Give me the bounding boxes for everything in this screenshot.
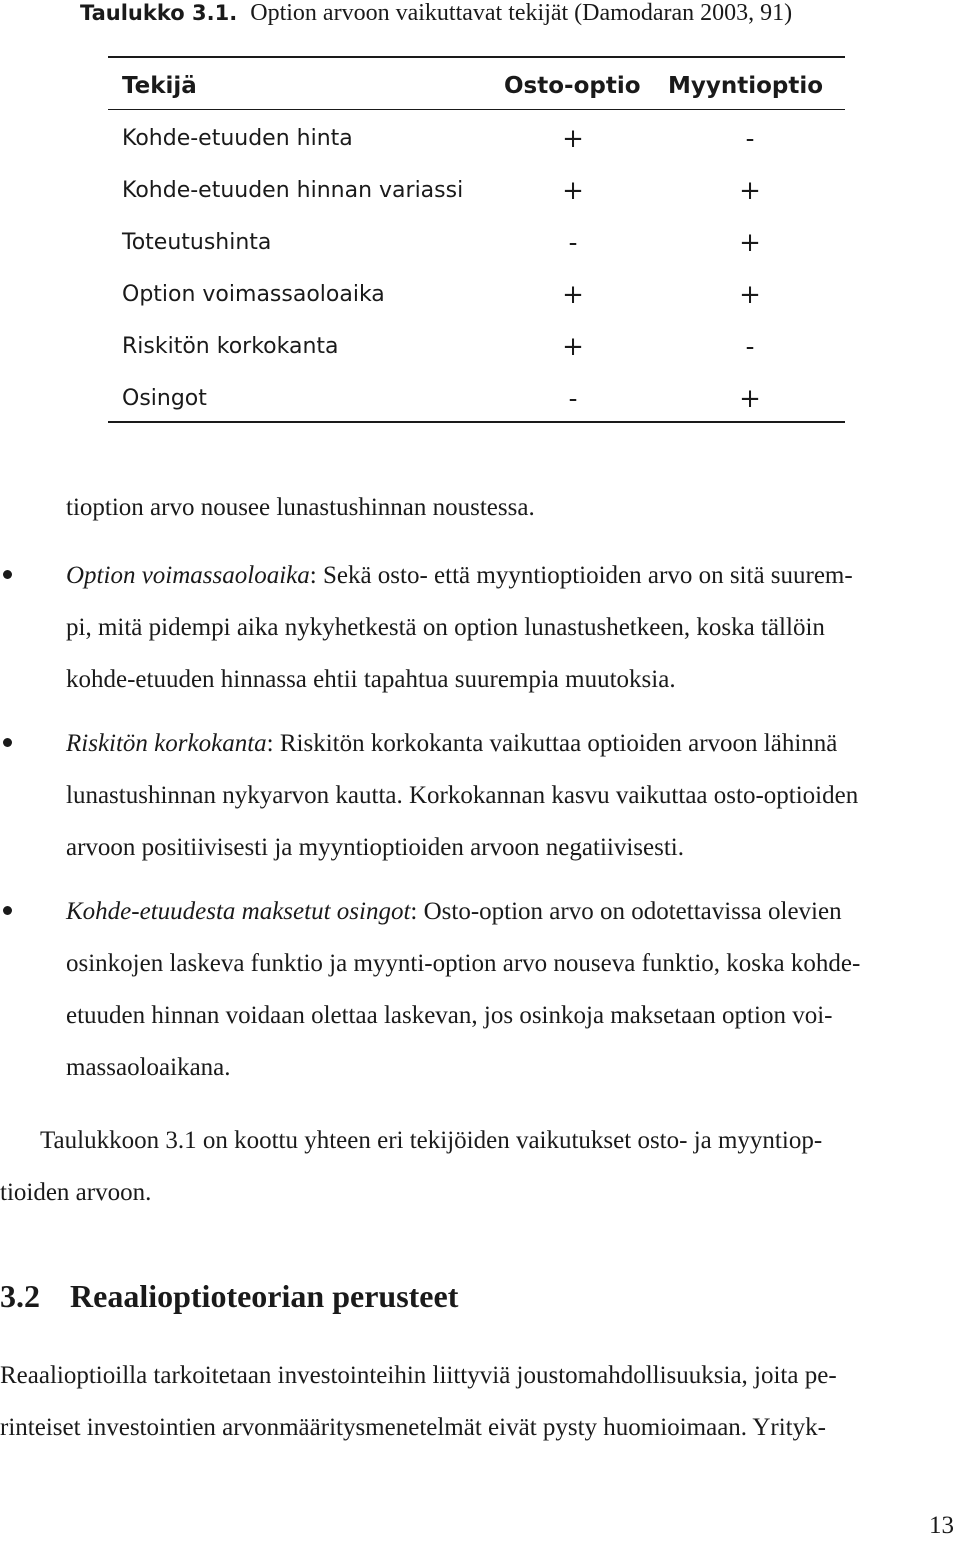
bullet-dot [3,906,12,915]
bullet-line: lunastushinnan nykyarvon kautta. Korkokannan kasvu vaikuttaa osto-optioiden [66,782,859,809]
header-put-option: Myyntioptio [668,73,824,99]
bullet-dot [3,738,12,747]
row-factor: Osingot [122,386,207,411]
bullet-term: Option voimassaoloaika [66,562,310,589]
bullet-term: Riskitön korkokanta [66,730,267,757]
page-number: 13 [929,1512,954,1539]
section-title: Reaalioptioteorian perusteet [70,1278,459,1314]
bullet-line: etuuden hinnan voidaan olettaa laskevan, jos osinkoja maksetaan option voi- [66,1002,833,1029]
bullet-line: Riskitön korkokanta: Riskitön korkokanta vaikuttaa optioiden arvoon lähinnä [66,730,838,757]
continuation-text: tioption arvo nousee lunastushinnan noustessa. [66,494,535,521]
caption-text: Option arvoon vaikuttavat tekijät (Damodaran 2003, 91) [250,0,793,26]
section-number: 3.2 [0,1278,40,1314]
table-bottom-rule [108,421,845,423]
row-put-effect: - [745,332,755,362]
section-paragraph-line: rinteiset investointien arvonmääritysmenetelmät eivät pysty huomioimaan. Yrityk- [0,1414,826,1441]
row-call-effect: + [562,332,584,362]
row-put-effect: + [739,280,761,310]
table-top-rule [108,56,845,58]
row-put-effect: - [745,124,755,154]
row-call-effect: + [562,176,584,206]
row-factor: Option voimassaoloaika [122,282,385,307]
caption-label: Taulukko 3.1. [80,1,238,25]
row-put-effect: + [739,176,761,206]
summary-line: Taulukkoon 3.1 on koottu yhteen eri tekijöiden vaikutukset osto- ja myyntiop- [40,1127,823,1154]
bullet-line: kohde-etuuden hinnassa ehtii tapahtua suurempia muutoksia. [66,666,676,693]
bullet-line: arvoon positiivisesti ja myyntioptioiden arvoon negatiivisesti. [66,834,684,861]
row-put-effect: + [739,228,761,258]
section-paragraph-line: Reaalioptioilla tarkoitetaan investointeihin liittyviä joustomahdollisuuksia, joita pe- [0,1362,837,1389]
table-caption [80,0,792,28]
bullet-line: pi, mitä pidempi aika nykyhetkestä on option lunastushetkeen, koska tällöin [66,614,825,641]
bullet-line: Option voimassaoloaika: Sekä osto- että myyntioptioiden arvo on sitä suurem- [66,562,853,589]
section-heading [0,1276,458,1316]
bullet-line: Kohde-etuudesta maksetut osingot: Osto-option arvo on odotettavissa olevien [66,898,842,925]
row-factor: Riskitön korkokanta [122,334,339,359]
bullet-dot [3,570,12,579]
row-factor: Kohde-etuuden hinnan variassi [122,178,464,203]
bullet-line: osinkojen laskeva funktio ja myynti-option arvo nouseva funktio, koska kohde- [66,950,861,977]
row-call-effect: - [568,228,578,258]
bullet-line: massaoloaikana. [66,1054,231,1081]
summary-line: tioiden arvoon. [0,1179,152,1206]
row-call-effect: + [562,280,584,310]
header-factor: Tekijä [122,73,197,99]
row-factor: Toteutushinta [122,230,272,255]
row-call-effect: - [568,384,578,414]
header-call-option: Osto-optio [504,73,641,99]
table-header-rule [108,109,845,110]
row-factor: Kohde-etuuden hinta [122,126,353,151]
row-put-effect: + [739,384,761,414]
row-call-effect: + [562,124,584,154]
bullet-term: Kohde-etuudesta maksetut osingot [66,898,411,925]
